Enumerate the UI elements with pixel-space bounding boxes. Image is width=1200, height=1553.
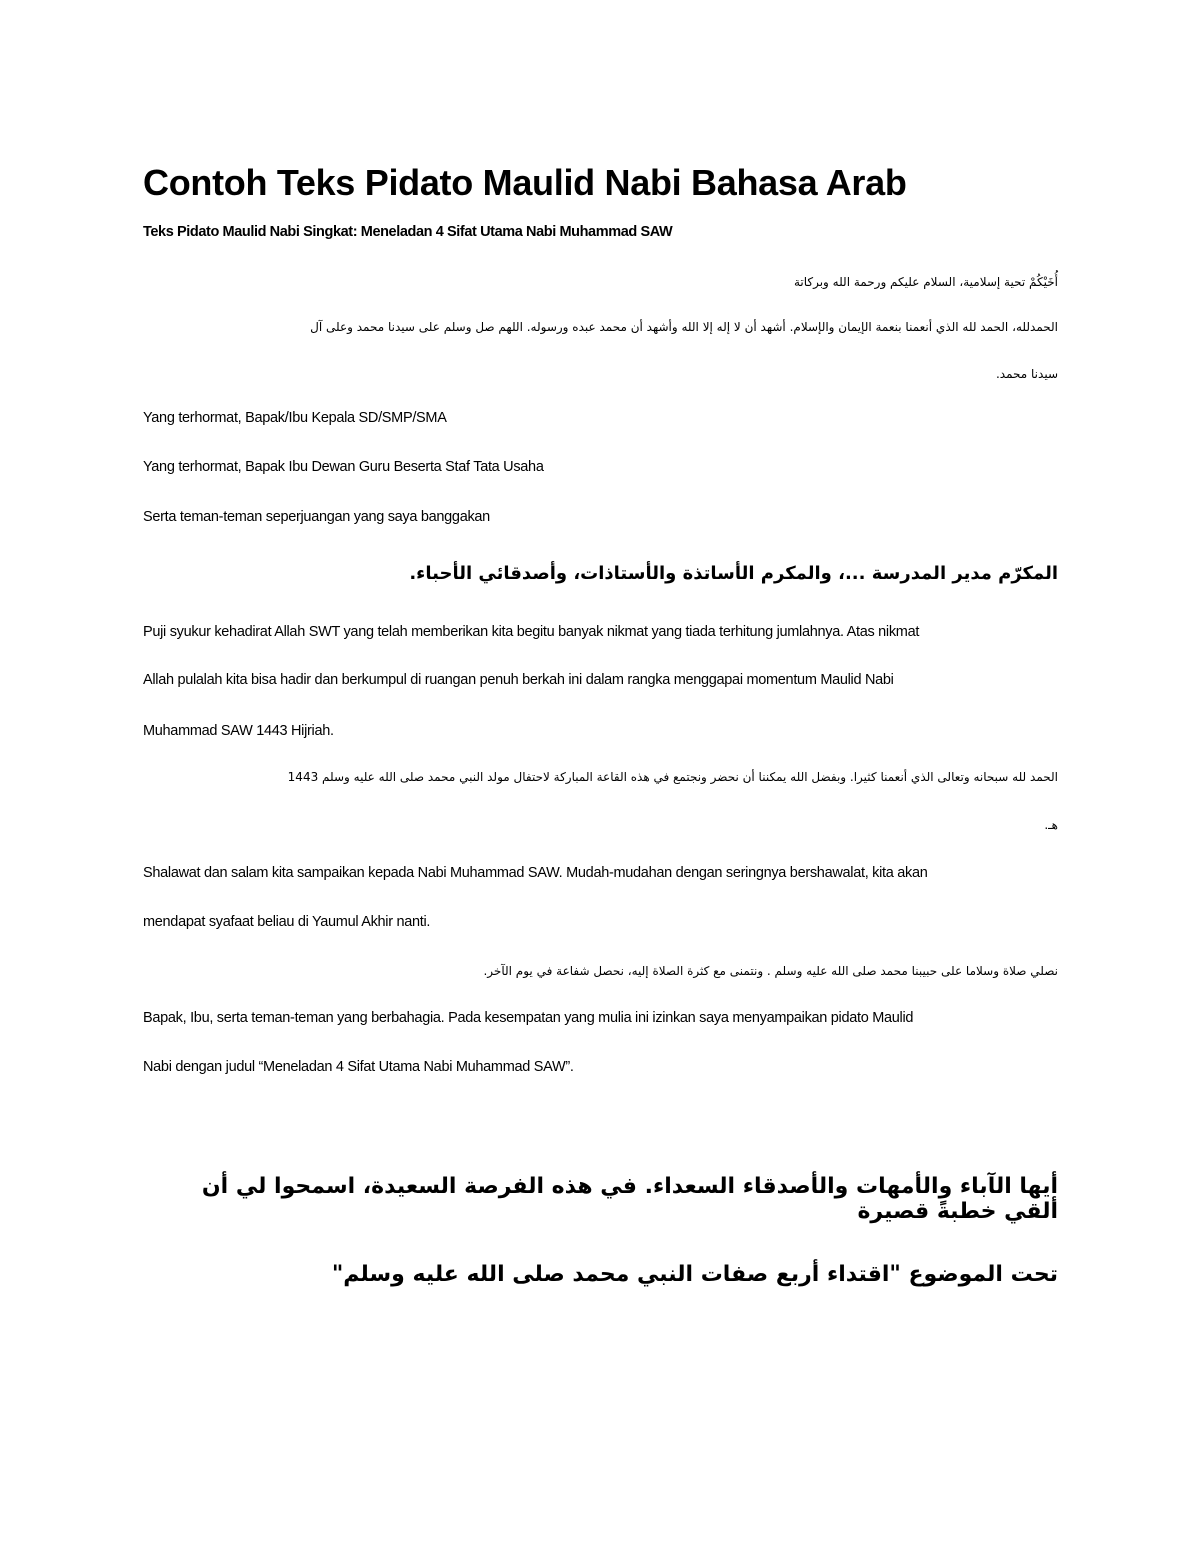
arabic-opening-line: سيدنا محمد. [995, 367, 1058, 381]
paragraph-line: Muhammad SAW 1443 Hijriah. [143, 723, 334, 739]
salutation-line: Serta teman-teman seperjuangan yang saya banggakan [143, 509, 490, 525]
paragraph-line: mendapat syafaat beliau di Yaumul Akhir nanti. [143, 914, 431, 930]
paragraph-line: Allah pulalah kita bisa hadir dan berkumpul di ruangan penuh berkah ini dalam rangka menggapai momentum Maulid Nabi [143, 672, 894, 688]
paragraph-line: Bapak, Ibu, serta teman-teman yang berbahagia. Pada kesempatan yang mulia ini izinkan saya menyampaikan pidato Maulid [143, 1010, 914, 1026]
salutation-line: Yang terhormat, Bapak/Ibu Kepala SD/SMP/SMA [143, 410, 447, 426]
arabic-shalawat: نصلي صلاة وسلاما على حبيبنا محمد صلى الله عليه وسلم . ونتمنى مع كثرة الصلاة إليه، نحصل شفاعة في يوم الآخر. [483, 964, 1058, 978]
arabic-closing-line: تحت الموضوع "اقتداء أربع صفات النبي محمد صلى الله عليه وسلم" [331, 1262, 1058, 1287]
salutation-line: Yang terhormat, Bapak Ibu Dewan Guru Beserta Staf Tata Usaha [143, 459, 544, 475]
paragraph-line: Nabi dengan judul “Meneladan 4 Sifat Utama Nabi Muhammad SAW”. [143, 1059, 574, 1075]
arabic-closing-line: أيها الآباء والأمهات والأصدقاء السعداء. في هذه الفرصة السعيدة، اسمحوا لي أن ألقي خطبةً قصيرة [201, 1174, 1058, 1225]
arabic-opening-line: الحمدلله، الحمد لله الذي أنعمنا بنعمة الإيمان والإسلام. أشهد أن لا إله إلا الله وأشهد أن محمد عبده ورسوله. اللهم صل وسلم على سيدنا محمد وعلى آل [310, 320, 1058, 334]
arabic-greeting: أُخَيْكُمْ تحية إسلامية، السلام عليكم ورحمة الله وبركاتة [793, 275, 1058, 289]
paragraph-line: Shalawat dan salam kita sampaikan kepada Nabi Muhammad SAW. Mudah-mudahan dengan seringnya bershawalat, kita akan [143, 865, 928, 881]
document-title: Contoh Teks Pidato Maulid Nabi Bahasa Arab [143, 162, 907, 203]
arabic-salutation: المكرّم مدير المدرسة ...، والمكرم الأساتذة والأستاذات، وأصدقائي الأحباء. [409, 563, 1058, 584]
arabic-hamd-line: هـ. [1044, 818, 1058, 832]
arabic-hamd-line: الحمد لله سبحانه وتعالى الذي أنعمنا كثيرا. وبفضل الله يمكننا أن نحضر ونجتمع في هذه القاعة المباركة لاحتفال مولد النبي محمد صلى الله عليه وسلم 1443 [287, 770, 1058, 784]
document-subtitle: Teks Pidato Maulid Nabi Singkat: Meneladan 4 Sifat Utama Nabi Muhammad SAW [143, 224, 673, 240]
paragraph-line: Puji syukur kehadirat Allah SWT yang telah memberikan kita begitu banyak nikmat yang tiada terhitung jumlahnya. Atas nikmat [143, 624, 920, 640]
